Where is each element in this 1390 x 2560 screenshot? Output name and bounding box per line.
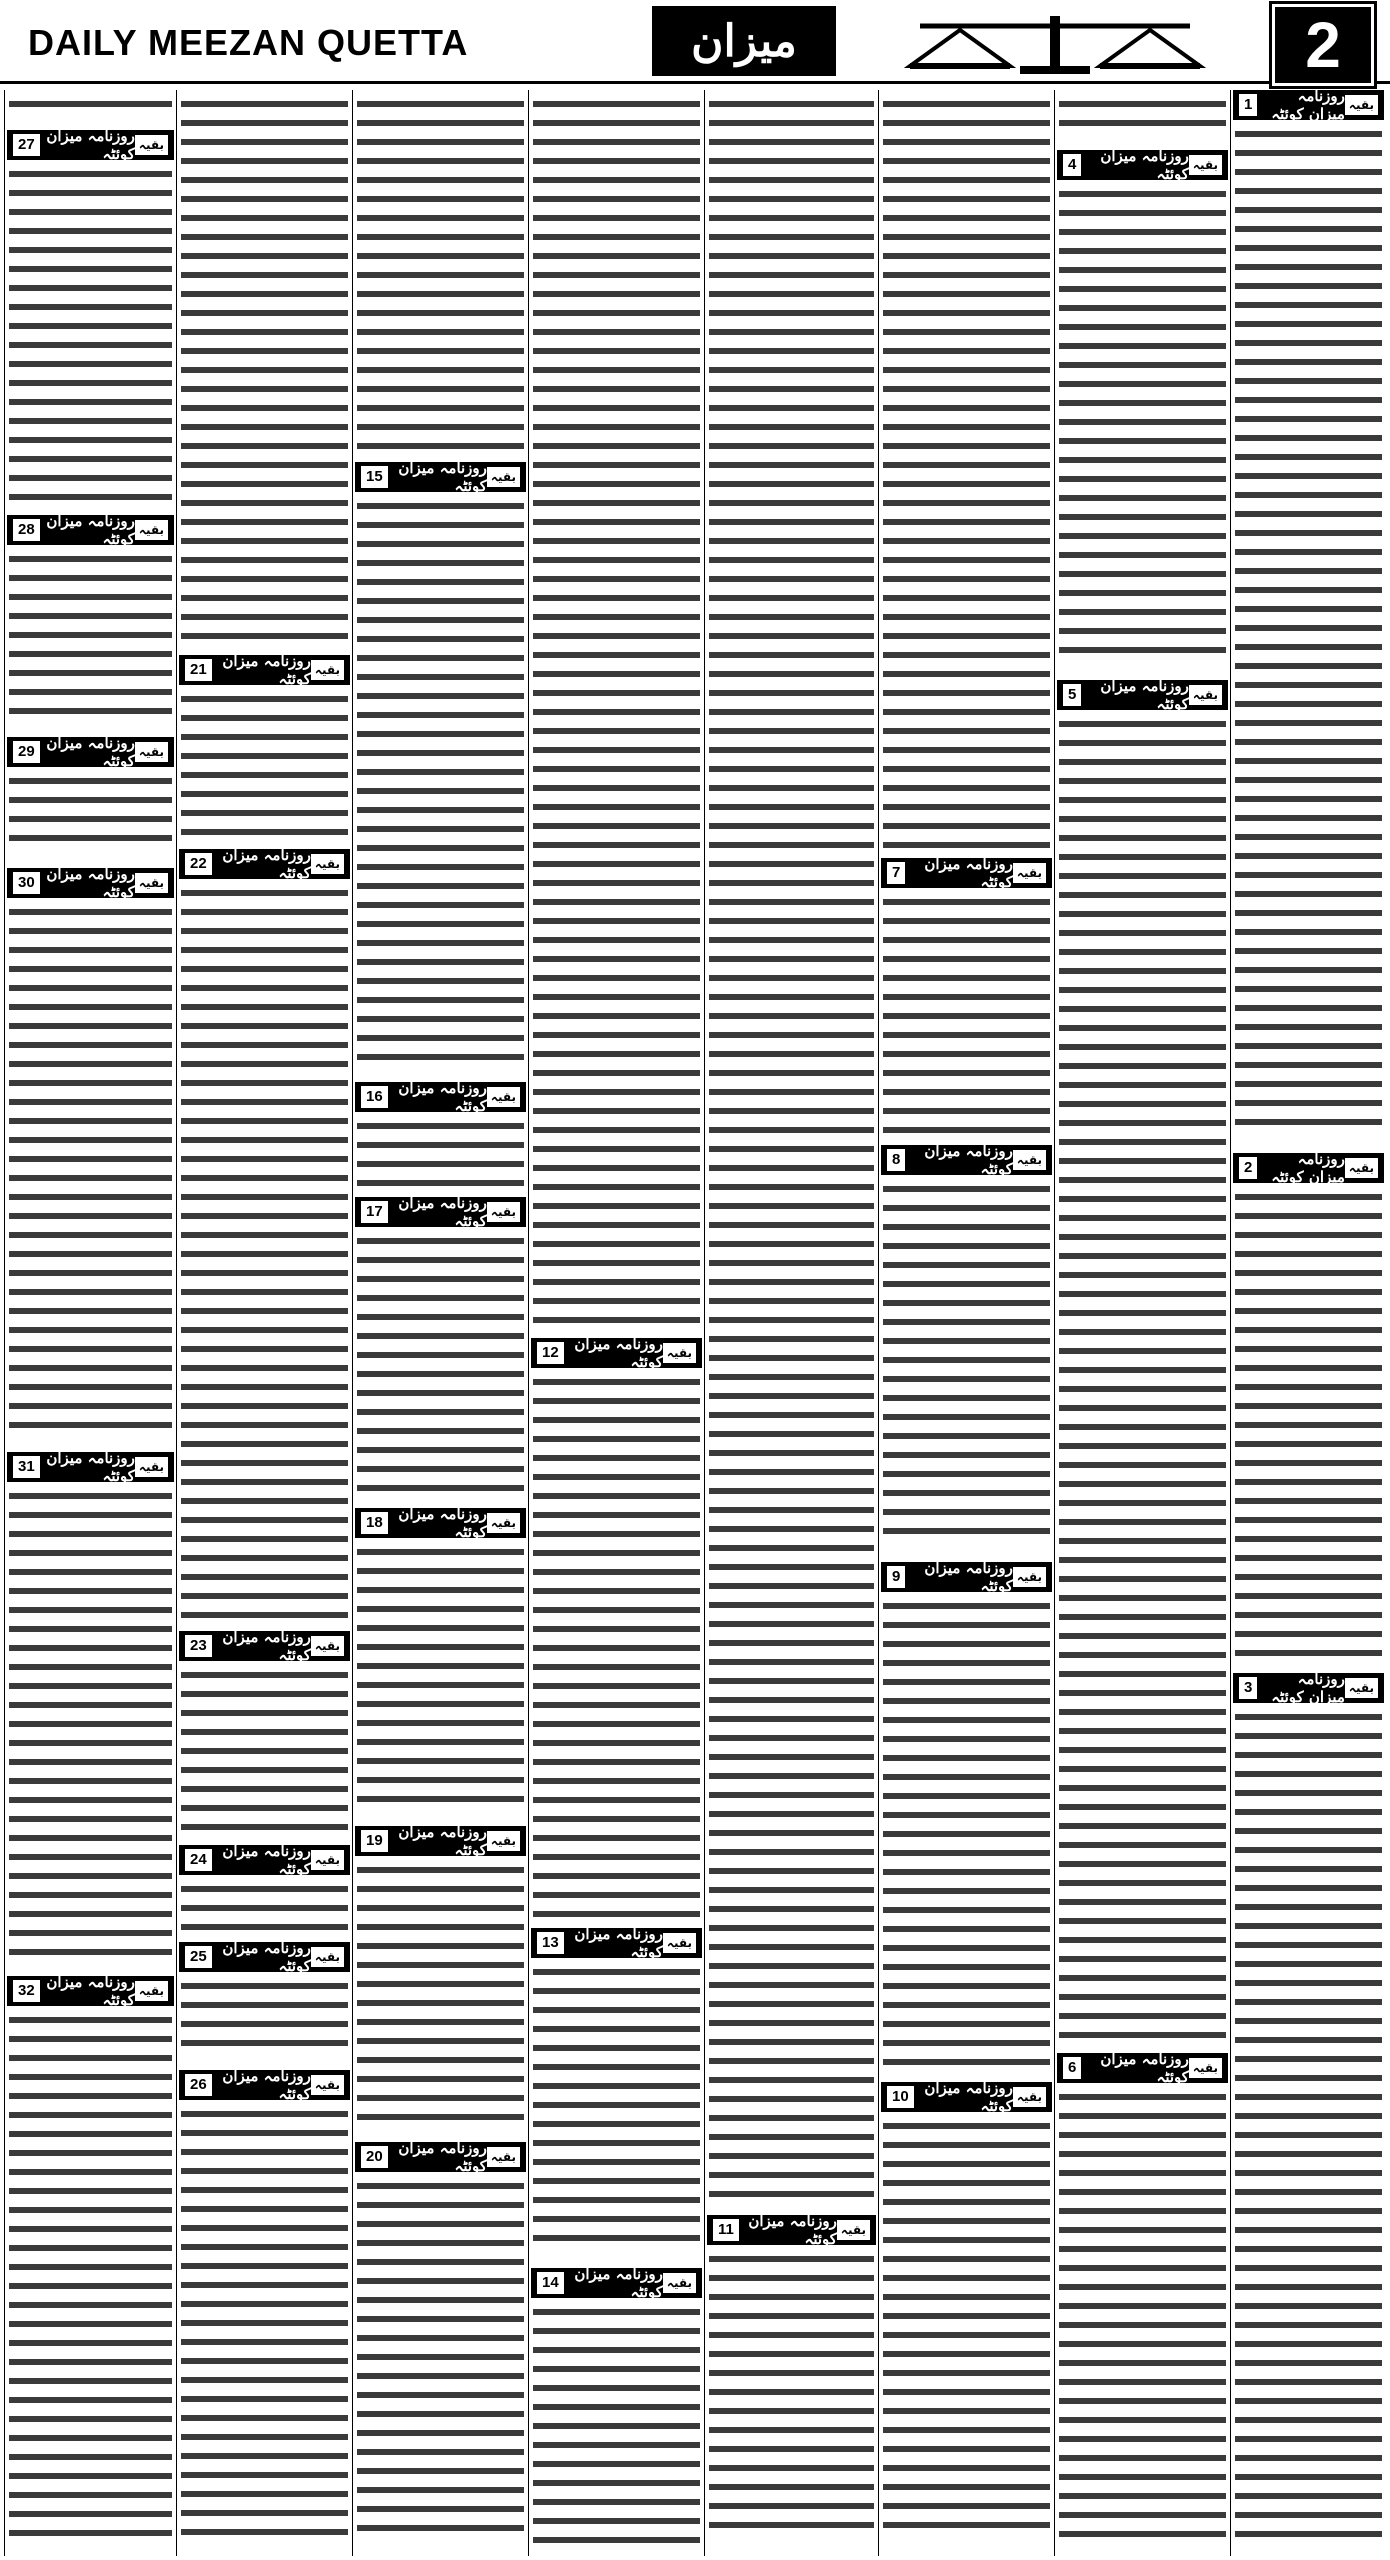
section-label: روزنامہ میزان کوئٹہ	[748, 2212, 837, 2248]
article-text-block	[533, 2302, 700, 2549]
continuation-number: 24	[185, 1849, 212, 1871]
article-text-block	[1235, 1187, 1382, 1662]
continuation-number: 29	[13, 741, 40, 763]
continuation-tag: بقیہ	[487, 1831, 520, 1851]
article-text-block	[357, 1116, 524, 1192]
section-label: روزنامہ میزان کوئٹہ	[574, 1925, 663, 1961]
continuation-header	[881, 1559, 1052, 1595]
section-label: روزنامہ میزان کوئٹہ	[222, 652, 311, 688]
continuation-header	[1057, 677, 1228, 713]
article-text-block	[357, 2176, 524, 2537]
section-label: روزنامہ میزان کوئٹہ	[222, 846, 311, 882]
continuation-tag: بقیہ	[1013, 1150, 1046, 1170]
article-text-block	[1235, 124, 1382, 1131]
section-label: روزنامہ میزان کوئٹہ	[1100, 2050, 1189, 2086]
continuation-number: 21	[185, 659, 212, 681]
article-text-block	[1059, 714, 1226, 2044]
section-label: روزنامہ میزان کوئٹہ	[1271, 1150, 1345, 1186]
masthead	[0, 0, 1390, 84]
continuation-number: 26	[185, 2074, 212, 2096]
column-7	[176, 90, 352, 2556]
column-5	[528, 90, 704, 2556]
continuation-number: 1	[1239, 94, 1257, 116]
continuation-header	[179, 1842, 350, 1878]
continuation-tag: بقیہ	[135, 873, 168, 893]
section-label: روزنامہ میزان کوئٹہ	[924, 1559, 1013, 1595]
continuation-header	[7, 1973, 174, 2009]
news-columns	[4, 90, 1386, 2556]
section-label: روزنامہ میزان کوئٹہ	[46, 865, 135, 901]
article-text-block	[9, 549, 172, 720]
continuation-header	[179, 1939, 350, 1975]
continuation-tag: بقیہ	[135, 742, 168, 762]
continuation-number: 7	[887, 862, 905, 884]
continuation-number: 3	[1239, 1677, 1257, 1699]
continuation-header	[355, 1194, 526, 1230]
continuation-number: 25	[185, 1946, 212, 1968]
article-text-block	[9, 2010, 172, 2542]
continuation-tag: بقیہ	[663, 2273, 696, 2293]
continuation-header	[7, 1449, 174, 1485]
article-text-block	[709, 2249, 874, 2534]
section-label: روزنامہ میزان کوئٹہ	[1100, 147, 1189, 183]
continuation-tag: بقیہ	[1013, 1567, 1046, 1587]
continuation-number: 28	[13, 519, 40, 541]
article-text-block	[883, 2116, 1050, 2534]
continuation-number: 18	[361, 1512, 388, 1534]
section-label: روزنامہ میزان کوئٹہ	[46, 127, 135, 163]
continuation-tag: بقیہ	[135, 135, 168, 155]
continuation-header	[355, 1823, 526, 1859]
article-text-block	[883, 892, 1050, 1139]
continuation-tag: بقیہ	[487, 2147, 520, 2167]
continuation-header	[707, 2212, 876, 2248]
continuation-header	[179, 652, 350, 688]
article-text-block	[533, 94, 700, 1329]
continuation-number: 11	[713, 2219, 739, 2241]
continuation-tag: بقیہ	[487, 1087, 520, 1107]
column-2	[1054, 90, 1230, 2556]
column-8	[4, 90, 176, 2556]
newspaper-title: DAILY MEEZAN QUETTA	[28, 22, 469, 63]
continuation-header	[355, 1079, 526, 1115]
continuation-header	[179, 2067, 350, 2103]
continuation-header	[531, 2265, 702, 2301]
continuation-tag: بقیہ	[311, 660, 344, 680]
section-label: روزنامہ میزان کوئٹہ	[46, 1973, 135, 2009]
continuation-header	[1057, 2050, 1228, 2086]
continuation-header	[881, 1142, 1052, 1178]
article-text-block	[9, 771, 172, 847]
article-text-block	[883, 1596, 1050, 2071]
continuation-header	[1233, 1150, 1384, 1186]
page-number: 2	[1272, 4, 1374, 86]
section-label: روزنامہ میزان کوئٹہ	[924, 1142, 1013, 1178]
continuation-number: 17	[361, 1201, 388, 1223]
continuation-header	[881, 855, 1052, 891]
section-label: روزنامہ میزان کوئٹہ	[924, 2079, 1013, 2115]
logo-text: میزان	[691, 15, 797, 67]
continuation-number: 23	[185, 1635, 212, 1657]
section-label: روزنامہ میزان کوئٹہ	[222, 1628, 311, 1664]
article-text-block	[883, 1179, 1050, 1540]
article-text-block	[181, 1665, 348, 1836]
continuation-header	[881, 2079, 1052, 2115]
article-text-block	[181, 1879, 348, 1936]
continuation-header	[179, 846, 350, 882]
continuation-tag: بقیہ	[1189, 685, 1222, 705]
continuation-number: 4	[1063, 154, 1081, 176]
article-text-block	[533, 1372, 700, 1923]
continuation-tag: بقیہ	[1345, 1678, 1378, 1698]
article-text-block	[9, 94, 172, 113]
section-label: روزنامہ میزان کوئٹہ	[46, 512, 135, 548]
article-text-block	[181, 689, 348, 841]
continuation-number: 9	[887, 1566, 905, 1588]
continuation-number: 16	[361, 1086, 388, 1108]
continuation-number: 30	[13, 872, 40, 894]
continuation-tag: بقیہ	[135, 1457, 168, 1477]
continuation-tag: بقیہ	[487, 1202, 520, 1222]
continuation-tag: بقیہ	[311, 1947, 344, 1967]
section-label: روزنامہ میزان کوئٹہ	[398, 1505, 487, 1541]
article-text-block	[883, 94, 1050, 854]
section-label: روزنامہ میزان کوئٹہ	[222, 2067, 311, 2103]
section-label: روزنامہ میزان کوئٹہ	[222, 1939, 311, 1975]
continuation-number: 31	[13, 1456, 40, 1478]
article-text-block	[709, 94, 874, 2203]
continuation-tag: بقیہ	[311, 1850, 344, 1870]
continuation-tag: بقیہ	[837, 2220, 870, 2240]
continuation-number: 5	[1063, 684, 1081, 706]
newspaper-logo	[652, 6, 836, 76]
continuation-number: 32	[13, 1980, 40, 2002]
article-text-block	[181, 2104, 348, 2541]
continuation-tag: بقیہ	[311, 1636, 344, 1656]
article-text-block	[357, 94, 524, 455]
section-label: روزنامہ میزان کوئٹہ	[574, 1335, 663, 1371]
continuation-tag: بقیہ	[135, 1981, 168, 2001]
article-text-block	[533, 1962, 700, 2247]
continuation-number: 10	[887, 2086, 914, 2108]
continuation-header	[7, 734, 174, 770]
continuation-number: 2	[1239, 1157, 1257, 1179]
column-3	[878, 90, 1054, 2556]
continuation-header	[1233, 1670, 1384, 1706]
continuation-number: 22	[185, 853, 212, 875]
section-label: روزنامہ میزان کوئٹہ	[398, 1079, 487, 1115]
column-4	[704, 90, 878, 2556]
continuation-number: 19	[361, 1830, 388, 1852]
continuation-tag: بقیہ	[663, 1933, 696, 1953]
continuation-number: 12	[537, 1342, 564, 1364]
section-label: روزنامہ میزان کوئٹہ	[222, 1842, 311, 1878]
continuation-number: 15	[361, 466, 388, 488]
continuation-tag: بقیہ	[1013, 863, 1046, 883]
continuation-number: 14	[537, 2272, 564, 2294]
section-label: روزنامہ میزان کوئٹہ	[398, 1823, 487, 1859]
continuation-header	[1233, 90, 1384, 123]
section-label: روزنامہ میزان کوئٹہ	[46, 734, 135, 770]
continuation-tag: بقیہ	[1189, 2058, 1222, 2078]
article-text-block	[357, 1231, 524, 1497]
continuation-tag: بقیہ	[135, 520, 168, 540]
continuation-header	[7, 865, 174, 901]
continuation-tag: بقیہ	[487, 1513, 520, 1533]
continuation-tag: بقیہ	[311, 854, 344, 874]
section-label: روزنامہ میزان کوئٹہ	[1271, 1670, 1345, 1706]
article-text-block	[9, 164, 172, 506]
article-text-block	[1059, 94, 1226, 132]
section-label: روزنامہ میزان کوئٹہ	[398, 1194, 487, 1230]
continuation-tag: بقیہ	[311, 2075, 344, 2095]
continuation-tag: بقیہ	[1345, 95, 1378, 115]
article-text-block	[181, 883, 348, 1624]
article-text-block	[9, 1486, 172, 1961]
article-text-block	[357, 496, 524, 1066]
column-6	[352, 90, 528, 2556]
continuation-number: 6	[1063, 2057, 1081, 2079]
article-text-block	[357, 1542, 524, 1808]
article-text-block	[1059, 2087, 1226, 2543]
continuation-header	[179, 1628, 350, 1664]
continuation-header	[355, 459, 526, 495]
section-label: روزنامہ میزان کوئٹہ	[574, 2265, 663, 2301]
article-text-block	[181, 1976, 348, 2052]
continuation-header	[1057, 147, 1228, 183]
continuation-tag: بقیہ	[1189, 155, 1222, 175]
continuation-header	[7, 512, 174, 548]
continuation-header	[355, 2139, 526, 2175]
continuation-tag: بقیہ	[487, 467, 520, 487]
continuation-header	[531, 1335, 702, 1371]
section-label: روزنامہ میزان کوئٹہ	[398, 459, 487, 495]
section-label: روزنامہ میزان کوئٹہ	[1271, 90, 1345, 123]
article-text-block	[357, 1860, 524, 2126]
section-label: روزنامہ میزان کوئٹہ	[398, 2139, 487, 2175]
continuation-header	[531, 1925, 702, 1961]
article-text-block	[181, 94, 348, 645]
column-1	[1230, 90, 1386, 2556]
article-text-block	[9, 902, 172, 1434]
continuation-number: 13	[537, 1932, 564, 1954]
continuation-header	[7, 127, 174, 163]
continuation-header	[355, 1505, 526, 1541]
section-label: روزنامہ میزان کوئٹہ	[1100, 677, 1189, 713]
scales-of-justice-icon	[900, 6, 1210, 78]
continuation-number: 8	[887, 1149, 905, 1171]
continuation-tag: بقیہ	[1013, 2087, 1046, 2107]
article-text-block	[1235, 1707, 1382, 2543]
section-label: روزنامہ میزان کوئٹہ	[46, 1449, 135, 1485]
section-label: روزنامہ میزان کوئٹہ	[924, 855, 1013, 891]
continuation-number: 27	[13, 134, 40, 156]
article-text-block	[1059, 184, 1226, 659]
continuation-tag: بقیہ	[1345, 1158, 1378, 1178]
continuation-number: 20	[361, 2146, 388, 2168]
continuation-tag: بقیہ	[663, 1343, 696, 1363]
